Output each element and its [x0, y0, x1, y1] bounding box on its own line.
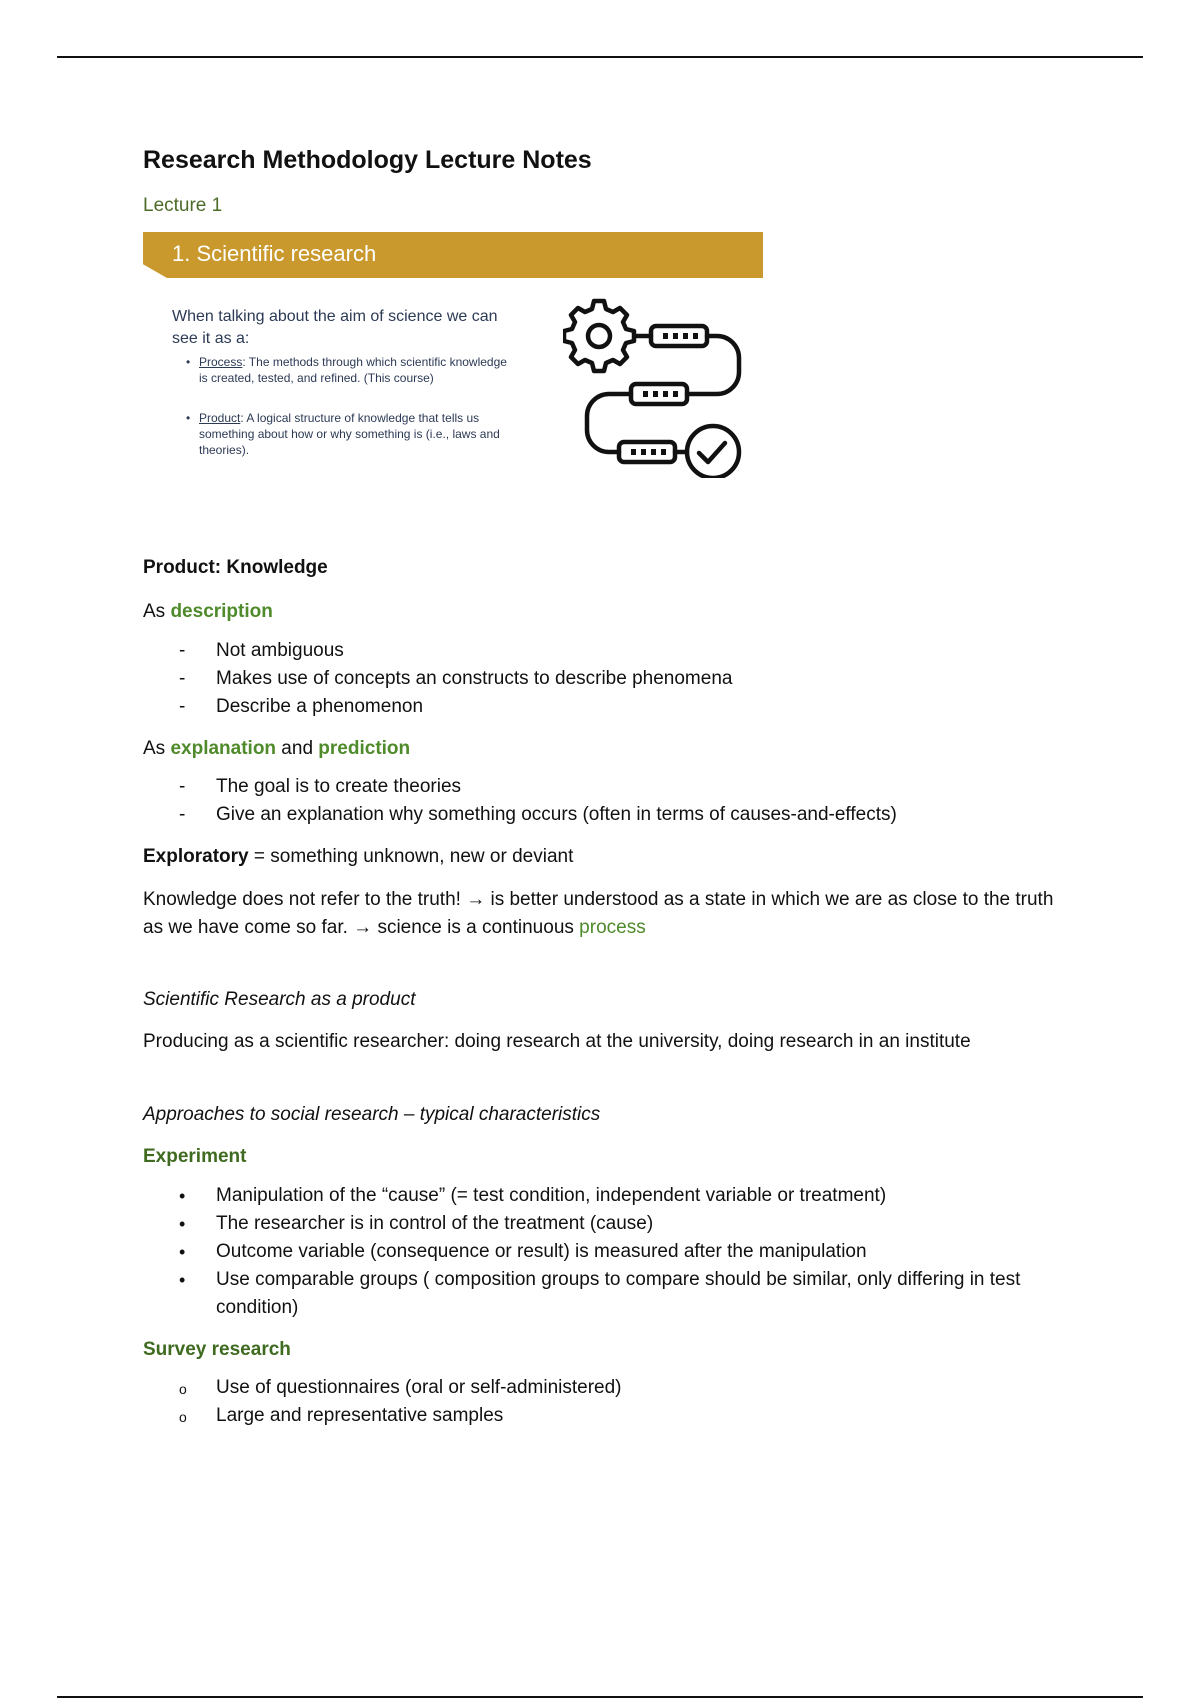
- explanation-list: [143, 773, 1073, 829]
- list-item: • Use comparable groups ( composition groups to compare should be similar, only differing in test condition): [179, 1268, 1021, 1318]
- explanation-line: As explanation and prediction: [143, 737, 411, 759]
- document-title: Research Methodology Lecture Notes: [143, 146, 592, 174]
- description-list: [143, 637, 1073, 721]
- gear-process-checkmark-icon: [563, 298, 743, 478]
- knowledge-paragraph: Knowledge does not refer to the truth! → is better understood as a state in which we are as close to the truth as we have come so far. → science is a continuous process: [143, 888, 1054, 938]
- product-section-heading: Scientific Research as a product: [143, 988, 416, 1010]
- list-item: - Give an explanation why something occurs (often in terms of causes-and-effects): [179, 804, 897, 825]
- list-item: - Describe a phenomenon: [179, 695, 424, 717]
- document-body: [143, 142, 1073, 1430]
- list-item: - Not ambiguous: [179, 639, 344, 661]
- slide-list: [186, 354, 516, 482]
- slide-intro: When talking about the aim of science we can see it as a:: [172, 308, 498, 347]
- list-item: o Use of questionnaires (oral or self-administered): [179, 1377, 622, 1398]
- bottom-rule: [57, 1696, 1143, 1698]
- lecture-slide: [143, 232, 763, 524]
- lecture-label: Lecture 1: [143, 195, 223, 216]
- slide-item-product: • Product: A logical structure of knowledge that tells us something about how or why something is (i.e., laws and theories).: [186, 410, 516, 458]
- slide-item-process: • Process: The methods through which scientific knowledge is created, tested, and refined. (This course): [186, 354, 516, 386]
- survey-list: [143, 1374, 1073, 1430]
- survey-heading: Survey research: [143, 1338, 291, 1360]
- approaches-heading: Approaches to social research – typical characteristics: [143, 1103, 601, 1125]
- list-item: • Manipulation of the “cause” (= test condition, independent variable or treatment): [179, 1184, 887, 1206]
- process-keyword: process: [579, 916, 646, 938]
- prediction-keyword: prediction: [318, 737, 411, 759]
- description-line: As description: [143, 601, 273, 622]
- description-keyword: description: [170, 601, 273, 622]
- list-item: • The researcher is in control of the treatment (cause): [179, 1212, 654, 1234]
- experiment-heading: Experiment: [143, 1146, 247, 1167]
- product-knowledge-heading: Product: Knowledge: [143, 557, 328, 578]
- list-item: o Large and representative samples: [179, 1405, 504, 1426]
- exploratory-line: Exploratory = something unknown, new or deviant: [143, 846, 574, 867]
- list-item: • Outcome variable (consequence or result) is measured after the manipulation: [179, 1240, 867, 1262]
- explanation-keyword: explanation: [170, 737, 277, 759]
- product-section-text: Producing as a scientific researcher: doing research at the university, doing research in an institute: [143, 1031, 971, 1052]
- top-rule: [57, 56, 1143, 58]
- list-item: - Makes use of concepts an constructs to describe phenomena: [179, 667, 733, 689]
- experiment-list: [143, 1182, 1073, 1322]
- list-item: - The goal is to create theories: [179, 776, 462, 797]
- slide-title: 1. Scientific research: [172, 241, 377, 266]
